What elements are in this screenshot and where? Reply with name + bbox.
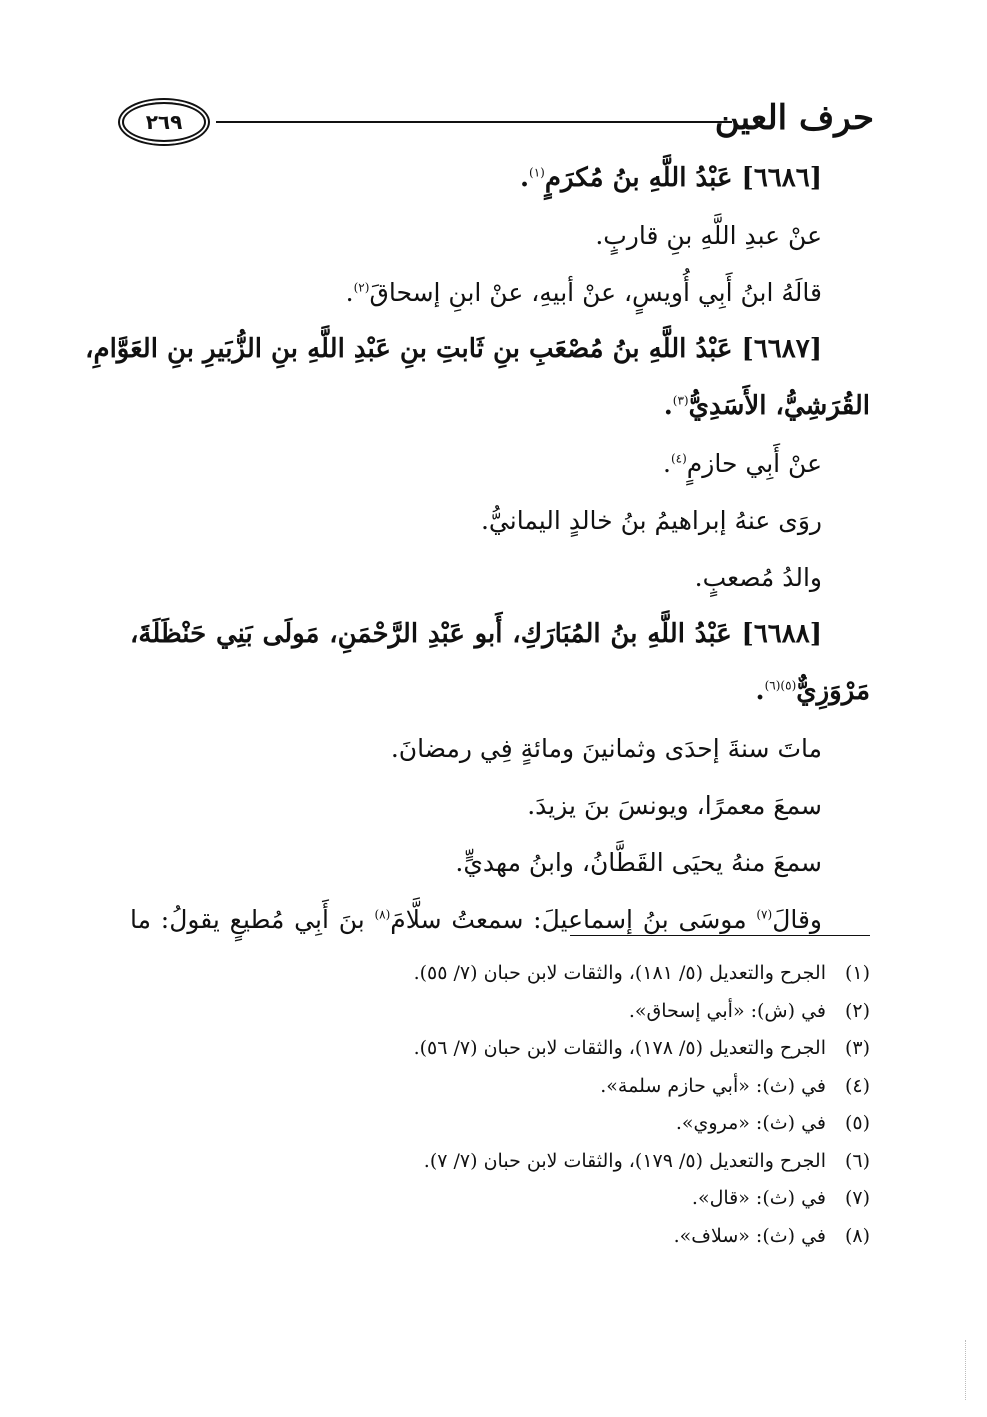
text-run: ماتَ سنةَ إحدَى وثمانينَ ومائةٍ فِي رمضانَ. — [390, 734, 822, 763]
entry-heading-line — [130, 663, 870, 720]
text-run: . — [663, 391, 673, 421]
footnote-number: (٢) — [844, 999, 870, 1022]
footnote-item — [130, 1030, 870, 1068]
text-run: . — [755, 676, 765, 706]
footnote-text: الجرح والتعديل (٥/ ١٨١)، والثقات لابن حبان (٧/ ٥٥). — [413, 962, 826, 984]
main-text — [85, 150, 870, 948]
footnote-ref: (٢) — [353, 280, 370, 295]
text-run: وقالَ — [772, 905, 822, 934]
page-number: ٢٦٩ — [145, 110, 183, 134]
footnote-ref: (٨) — [374, 907, 391, 922]
footnote-ref: (٥)(٦) — [764, 678, 797, 693]
text-run: [٦٦٨٦] عَبْدُ اللَّهِ بنُ مُكرَمٍ — [544, 163, 822, 193]
footnote-number: (٣) — [844, 1037, 870, 1059]
footnote-number: (٤) — [844, 1074, 870, 1097]
footnote-number: (٧) — [844, 1187, 870, 1209]
footnote-number: (٦) — [844, 1149, 870, 1172]
entry-heading-line — [85, 321, 870, 378]
text-run: قالَهُ ابنُ أَبِي أُويسٍ، عنْ أبيهِ، عنْ ابنِ إسحاقَ — [369, 278, 822, 307]
margin-marks — [965, 1340, 970, 1400]
footnote-text: في (ث): «أبي حازم سلمة». — [600, 1074, 826, 1097]
text-line — [130, 207, 870, 264]
text-run: عنْ عبدِ اللَّهِ بنِ قاربٍ. — [595, 221, 822, 250]
text-run: عنْ أَبِي حازمٍ — [686, 449, 822, 478]
footnote-text: الجرح والتعديل (٥/ ١٧٨)، والثقات لابن حبان (٧/ ٥٦). — [413, 1037, 826, 1059]
page-number-badge — [122, 102, 206, 142]
text-run: القُرَشِيُّ، الأَسَدِيُّ — [688, 391, 870, 421]
footnote-text: في (ث): «قال». — [691, 1187, 826, 1209]
footnote-ref: (٤) — [670, 451, 687, 466]
text-run: . — [663, 449, 671, 478]
text-run: سمعَ معمرًا، ويونسَ بنَ يزيدَ. — [527, 791, 822, 820]
footnote-text: في (ث): «سلاف». — [673, 1224, 826, 1247]
text-run: بنَ أَبِي مُطيعٍ يقولُ: ما — [130, 905, 375, 934]
text-line — [130, 264, 870, 321]
footnote-item — [130, 1068, 870, 1106]
footnote-number: (١) — [844, 962, 870, 984]
text-line — [130, 492, 870, 549]
text-line — [130, 891, 870, 948]
text-run: موسَى بنُ إسماعيلَ: سمعتُ سلَّامَ — [390, 905, 757, 934]
footnote-number: (٨) — [844, 1224, 870, 1247]
footnote-item — [130, 1180, 870, 1218]
text-run: [٦٦٨٧] عَبْدُ اللَّهِ بنُ مُصْعَبِ بنِ ثَابتِ بنِ عَبْدِ اللَّهِ بنِ الزُّبَيرِ بنِ العَوَّامِ، — [85, 334, 822, 364]
footnote-separator — [570, 935, 870, 936]
footnote-text: في (ش): «أبي إسحاق». — [628, 999, 826, 1022]
text-run: . — [519, 163, 530, 193]
text-run: . — [345, 278, 354, 307]
text-line — [130, 777, 870, 834]
footnote-ref: (٣) — [672, 393, 689, 408]
footnote-item — [130, 955, 870, 993]
text-run: مَرْوَزِيٌّ — [796, 676, 870, 706]
text-run: روَى عنهُ إبراهيمُ بنُ خالدٍ اليمانيُّ. — [480, 506, 822, 535]
text-line — [130, 834, 870, 891]
footnote-item — [130, 1143, 870, 1181]
entry-heading-line — [130, 606, 870, 663]
footnote-ref: (٧) — [756, 907, 773, 922]
entry-heading-line — [130, 150, 870, 207]
header-rule — [216, 121, 732, 123]
text-run: [٦٦٨٨] عَبْدُ اللَّهِ بنُ المُبَارَكِ، أَبو عَبْدِ الرَّحْمَنِ، مَولَى بَنِي حَنْظَلَةَ، — [130, 619, 822, 649]
text-line — [130, 720, 870, 777]
footnote-item — [130, 1105, 870, 1143]
footnote-text: الجرح والتعديل (٥/ ١٧٩)، والثقات لابن حبان (٧/ ٧). — [423, 1149, 826, 1172]
text-run: والدُ مُصعبٍ. — [694, 563, 822, 592]
text-run: سمعَ منهُ يحيَى القَطَّانُ، وابنُ مهديٍّ. — [455, 848, 822, 877]
running-header — [122, 92, 874, 150]
footnote-item — [130, 1218, 870, 1256]
text-line — [130, 435, 870, 492]
footnote-item — [130, 993, 870, 1031]
footnote-number: (٥) — [844, 1112, 870, 1134]
footnote-ref: (١) — [529, 165, 545, 180]
text-line — [130, 549, 870, 606]
footnotes — [130, 955, 870, 1255]
chapter-title: حرف العين — [714, 98, 874, 138]
entry-heading-line — [130, 378, 870, 435]
footnote-text: في (ث): «مروي». — [675, 1112, 826, 1134]
